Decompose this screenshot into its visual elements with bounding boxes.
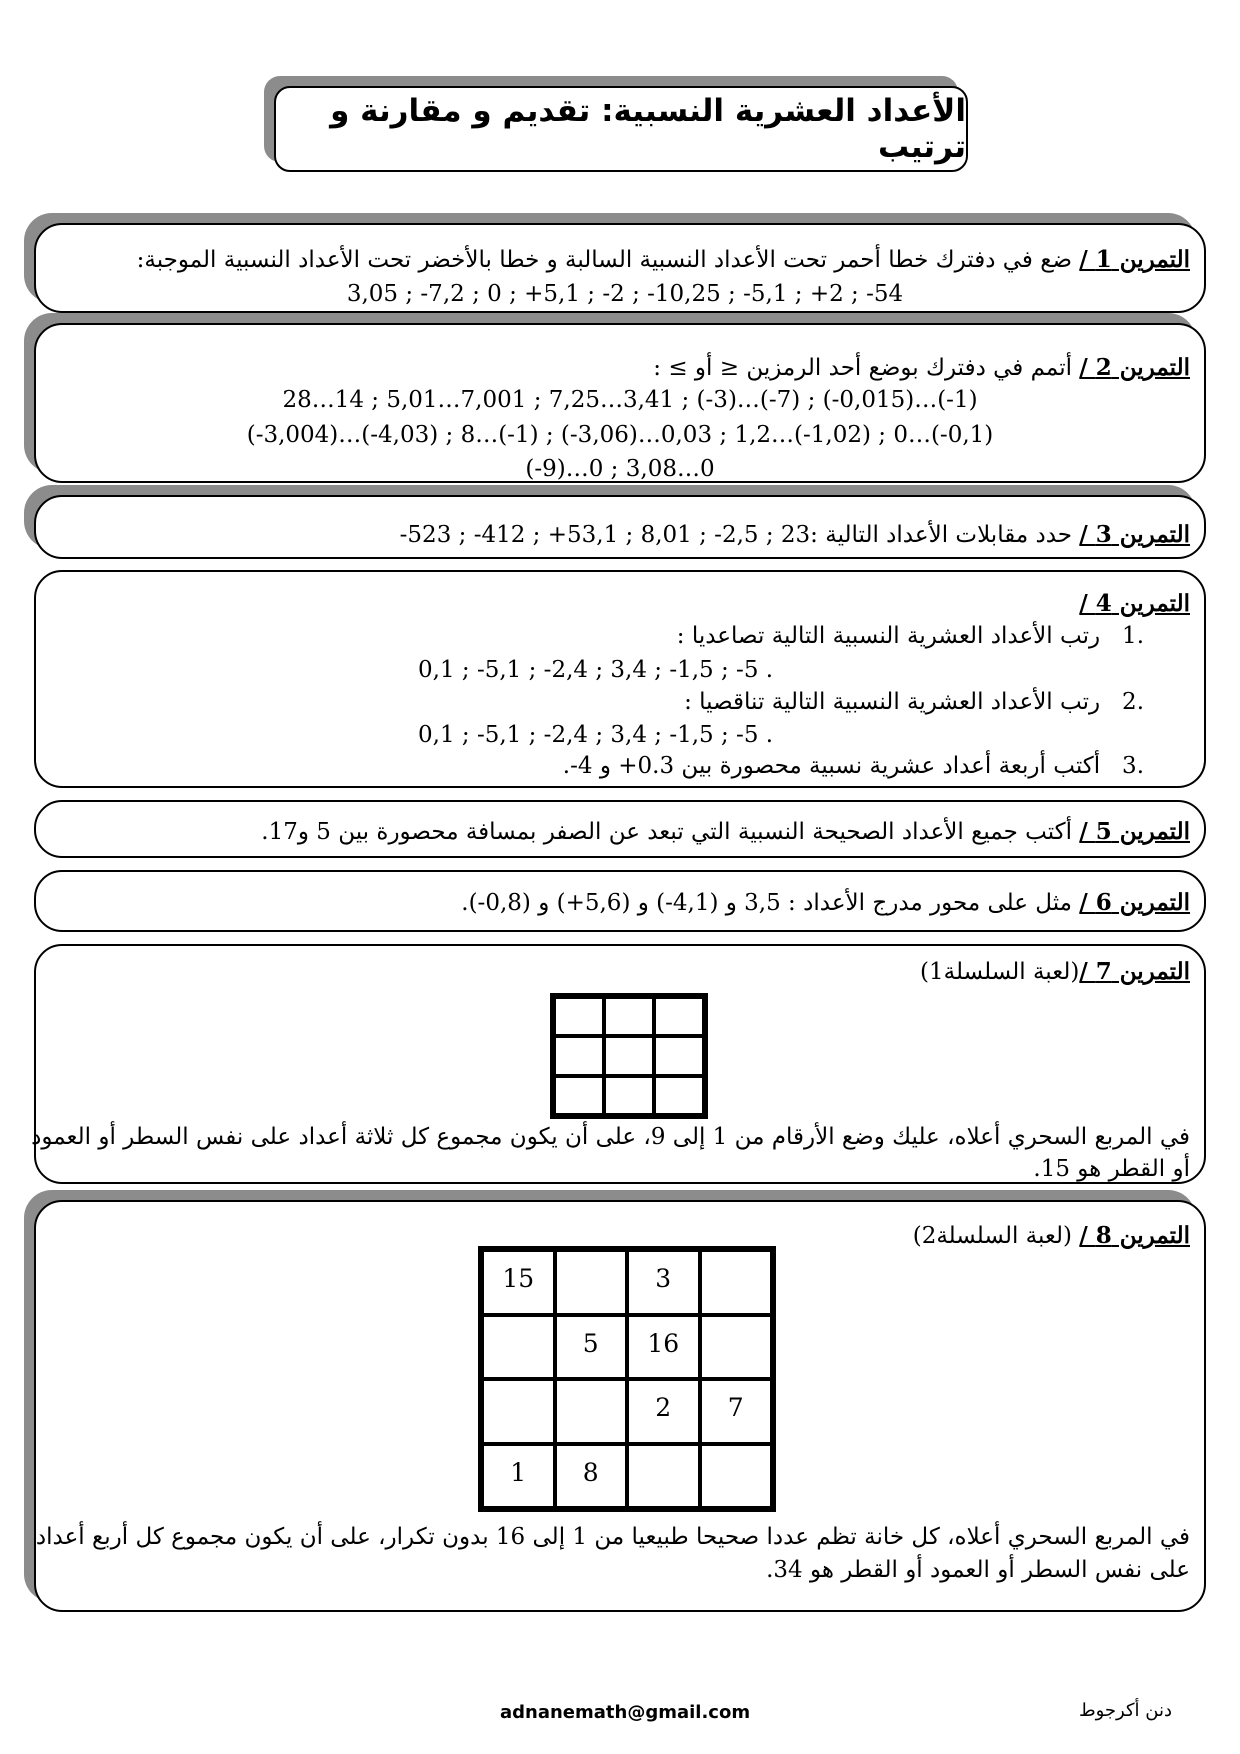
page-title: الأعداد العشرية النسبية: تقديم و مقارنة و ترتيب — [330, 93, 966, 165]
exercise-8-subtitle: (لعبة السلسلة2) — [912, 1223, 1080, 1249]
magic-square-cell[interactable] — [654, 1036, 704, 1075]
magic-square-cell[interactable] — [700, 1444, 773, 1509]
magic-square-cell[interactable] — [654, 1076, 704, 1115]
magic-square-cell[interactable]: 2 — [627, 1379, 700, 1444]
exercise-4-item-1 — [144, 623, 1144, 649]
exercise-3-values: -523 ; -412 ; +53,1 ; 8,01 ; -2,5 ; 23 — [399, 522, 811, 548]
magic-square-cell[interactable] — [554, 997, 604, 1036]
magic-square-3x3 — [550, 993, 708, 1119]
exercise-7-heading — [70, 958, 1190, 985]
exercise-4-item-3-text: أكتب أربعة أعداد عشرية نسبية محصورة بين 0.3+ و 4-. — [562, 753, 1101, 779]
exercise-2-label: التمرين 2 / — [1079, 354, 1190, 381]
exercise-3-instruction — [70, 521, 1190, 548]
magic-square-cell[interactable] — [554, 1076, 604, 1115]
exercise-4-item-2-values: 0,1 ; -5,1 ; -2,4 ; 3,4 ; -1,5 ; -5 . — [418, 722, 774, 748]
exercise-7-subtitle: (لعبة السلسلة1) — [920, 959, 1080, 985]
magic-square-cell[interactable]: 1 — [482, 1444, 555, 1509]
exercise-4-item-1-values: 0,1 ; -5,1 ; -2,4 ; 3,4 ; -1,5 ; -5 . — [418, 657, 774, 683]
exercise-4-item-1-text: رتب الأعداد العشرية النسبية التالية تصاعديا : — [676, 623, 1101, 649]
exercise-6-text: مثل على محور مدرج الأعداد : 3,5 و (4,1-) و (5,6+) و (0,8-). — [461, 890, 1080, 916]
magic-square-cell[interactable] — [555, 1379, 628, 1444]
exercise-4-label: التمرين 4 / — [1079, 590, 1190, 617]
exercise-3-label: التمرين 3 / — [1079, 521, 1190, 548]
exercise-3-text: حدد مقابلات الأعداد التالية : — [810, 522, 1080, 548]
exercise-2-instruction — [70, 354, 1190, 381]
magic-square-cell[interactable] — [700, 1250, 773, 1315]
exercise-5-instruction — [70, 818, 1190, 845]
exercise-2-text: أتمم في دفترك بوضع أحد الرمزين ≤ أو ≥ : — [653, 355, 1080, 381]
footer-email: adnanemath@gmail.com — [500, 1702, 751, 1723]
magic-square-cell[interactable] — [604, 997, 654, 1036]
exercise-6-instruction — [70, 889, 1190, 916]
exercise-1-label: التمرين 1 / — [1079, 246, 1190, 273]
magic-square-cell[interactable]: 8 — [555, 1444, 628, 1509]
exercise-1-text: ضع في دفترك خطا أحمر تحت الأعداد النسبية السالبة و خطا بالأخضر تحت الأعداد النسبية الموجبة: — [136, 247, 1080, 273]
magic-square-4x4 — [478, 1246, 776, 1512]
magic-square-cell[interactable]: 5 — [555, 1315, 628, 1380]
exercise-2-line-1: 28…14 ; 5,01…7,001 ; 7,25…3,41 ; (-3)…(-7) ; (-0,015)…(-1) — [282, 387, 978, 413]
exercise-4-item-3-number: .3 — [1122, 753, 1144, 779]
magic-square-cell[interactable] — [482, 1315, 555, 1380]
magic-square-cell[interactable] — [554, 1036, 604, 1075]
magic-square-cell[interactable]: 15 — [482, 1250, 555, 1315]
exercise-8-text-line-1: في المربع السحري أعلاه، كل خانة تظم عددا صحيحا طبيعيا من 1 إلى 16 بدون تكرار، على أن يكون مجموع كل أربع أعداد — [35, 1524, 1190, 1550]
exercise-4-item-2-text: رتب الأعداد العشرية النسبية التالية تناقصيا : — [684, 689, 1101, 715]
magic-square-cell[interactable] — [654, 997, 704, 1036]
exercise-7-text-line-1: في المربع السحري أعلاه، عليك وضع الأرقام من 1 إلى 9، على أن يكون مجموع كل ثلاثة أعداد على نفس السطر أو العمود — [31, 1124, 1190, 1150]
exercise-1-values: 3,05 ; -7,2 ; 0 ; +5,1 ; -2 ; -10,25 ; -5,1 ; +2 ; -54 — [346, 281, 904, 307]
magic-square-cell[interactable] — [482, 1379, 555, 1444]
exercise-4-item-3 — [144, 753, 1144, 779]
exercise-6-label: التمرين 6 / — [1079, 889, 1190, 916]
exercise-8-label: التمرين 8 / — [1079, 1222, 1190, 1249]
exercise-2-line-2: (-3,004)…(-4,03) ; 8…(-1) ; (-3,06)…0,03 ; 1,2…(-1,02) ; 0…(-0,1) — [246, 422, 994, 448]
magic-square-cell[interactable]: 16 — [627, 1315, 700, 1380]
magic-square-cell[interactable] — [555, 1250, 628, 1315]
magic-square-cell[interactable] — [627, 1444, 700, 1509]
magic-square-cell[interactable] — [604, 1076, 654, 1115]
exercise-1-instruction — [70, 246, 1190, 273]
footer-author: دنن أكرجوط — [1078, 1700, 1172, 1721]
title-box — [274, 86, 968, 172]
magic-square-cell[interactable] — [604, 1036, 654, 1075]
exercise-7-label: التمرين 7 / — [1079, 958, 1190, 985]
exercise-4-item-2 — [144, 689, 1144, 715]
magic-square-cell[interactable]: 7 — [700, 1379, 773, 1444]
exercise-4-item-2-number: .2 — [1122, 689, 1144, 715]
magic-square-cell[interactable]: 3 — [627, 1250, 700, 1315]
exercise-2-line-3: (-9)…0 ; 3,08…0 — [525, 456, 715, 482]
exercise-8-text-line-2: على نفس السطر أو العمود أو القطر هو 34. — [766, 1557, 1190, 1583]
exercise-5-label: التمرين 5 / — [1079, 818, 1190, 845]
exercise-8-heading — [70, 1222, 1190, 1249]
exercise-5-text: أكتب جميع الأعداد الصحيحة النسبية التي تبعد عن الصفر بمسافة محصورة بين 5 و17. — [261, 819, 1080, 845]
exercise-4-label-line — [70, 590, 1190, 617]
magic-square-cell[interactable] — [700, 1315, 773, 1380]
exercise-7-text-line-2: أو القطر هو 15. — [1033, 1156, 1190, 1182]
exercise-4-item-1-number: .1 — [1122, 623, 1144, 649]
